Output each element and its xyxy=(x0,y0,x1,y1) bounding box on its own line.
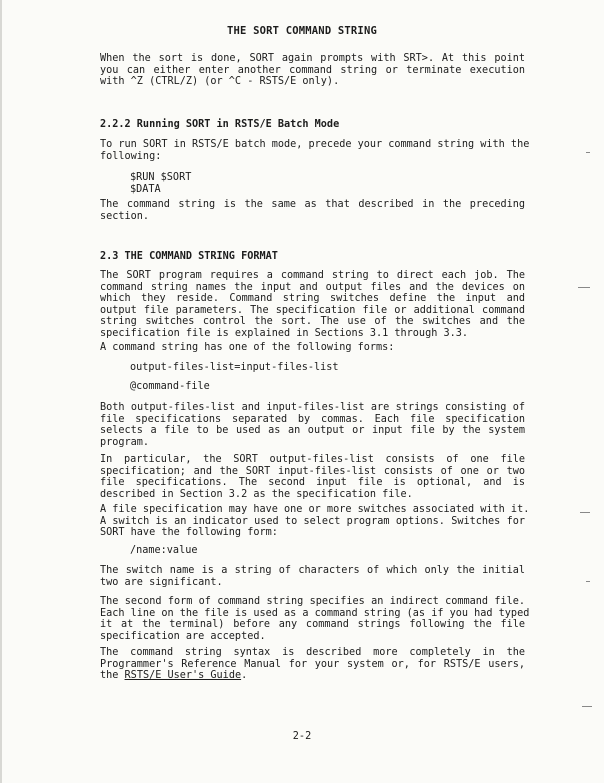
paragraph-same-string xyxy=(100,199,525,222)
text-fragment: the xyxy=(100,670,125,682)
paragraph-switch-name xyxy=(100,565,525,588)
text-line: it at the terminal) before any command strings following the file xyxy=(100,619,525,631)
text-line: Each line on the file is used as a command string (as if you had typed xyxy=(100,607,530,619)
text-line: two are significant. xyxy=(100,576,223,588)
text-line: section. xyxy=(100,210,150,222)
text-line: following: xyxy=(100,150,162,162)
text-line: To run SORT in RSTS/E batch mode, precede your command string with the xyxy=(100,139,530,150)
scan-mark xyxy=(578,287,590,288)
command-form-2: @command-file xyxy=(130,381,210,392)
text-line: SORT have the following form: xyxy=(100,527,278,539)
text-line: program. xyxy=(100,436,150,448)
paragraph-syntax xyxy=(100,647,525,682)
text-line: Programmer's Reference Manual for your system or, for RSTS/E users, xyxy=(100,658,525,670)
command-form-1: output-files-list=input-files-list xyxy=(130,362,339,373)
text-line: A file specification may have one or more switches associated with it. xyxy=(100,504,530,515)
text-line: Both output-files-list and input-files-list are strings consisting of xyxy=(100,402,525,413)
text-line: described in Section 3.2 as the specification file. xyxy=(100,488,413,500)
page-number: 2-2 xyxy=(292,731,312,742)
paragraph-sort-program xyxy=(100,270,525,340)
text-line: The second form of command string specifies an indirect command file. xyxy=(100,596,525,607)
text-line: specification are accepted. xyxy=(100,630,266,642)
scan-mark xyxy=(580,512,590,513)
text-line: The switch name is a string of characters of which only the initial xyxy=(100,565,525,576)
text-line: The command string syntax is described more completely in the xyxy=(100,647,525,658)
text-line: The command string is the same as that described in the preceding xyxy=(100,199,525,210)
scan-mark xyxy=(586,581,590,582)
text-line: specification file is explained in Sections 3.1 through 3.3. xyxy=(100,327,469,339)
text-line: output file parameters. The specification file or additional command xyxy=(100,304,525,316)
text-line: specification; and the SORT input-files-list consists of one or two xyxy=(100,465,525,477)
paragraph-indirect-file xyxy=(100,596,530,642)
scan-mark xyxy=(586,152,590,153)
page-title: THE SORT COMMAND STRING xyxy=(227,25,377,37)
text-line: In particular, the SORT output-files-list consists of one file xyxy=(100,454,525,465)
paragraph-sort-done xyxy=(100,53,525,88)
section-heading-2-2-2: 2.2.2 Running SORT in RSTS/E Batch Mode xyxy=(100,119,340,130)
scan-mark xyxy=(582,706,592,707)
text-line: When the sort is done, SORT again prompts with SRT>. At this point xyxy=(100,53,525,64)
scan-edge xyxy=(0,0,2,783)
paragraph-lists xyxy=(100,402,525,448)
text-line: which they reside. Command string switches define the input and xyxy=(100,293,525,305)
text-line xyxy=(100,670,525,682)
text-line: The SORT program requires a command string to direct each job. The xyxy=(100,270,525,281)
code-line: $DATA xyxy=(130,183,161,195)
text-line: file specifications. The second input file is optional, and is xyxy=(100,477,525,489)
text-line: string switches control the sort. The use of the switches and the xyxy=(100,316,525,328)
paragraph-in-particular xyxy=(100,454,525,500)
code-line: $RUN $SORT xyxy=(130,172,192,183)
text-line: file specifications separated by commas. Each file specification xyxy=(100,413,525,425)
text-line: with ^Z (CTRL/Z) (or ^C - RSTS/E only). xyxy=(100,76,340,88)
paragraph-switches xyxy=(100,504,530,539)
text-line: command string names the input and output files and the devices on xyxy=(100,281,525,293)
users-guide-reference: RSTS/E User's Guide xyxy=(124,670,242,682)
switch-form: /name:value xyxy=(130,545,198,556)
text-line: you can either enter another command string or terminate execution xyxy=(100,64,525,76)
text-line: selects a file to be used as an output or input file by the system xyxy=(100,425,525,437)
text-fragment: . xyxy=(241,670,248,682)
text-line: A command string has one of the following forms: xyxy=(100,342,395,353)
paragraph-forms-intro xyxy=(100,342,525,354)
paragraph-batch-mode xyxy=(100,139,530,162)
code-block-batch xyxy=(130,172,191,195)
section-heading-2-3: 2.3 THE COMMAND STRING FORMAT xyxy=(100,251,278,262)
text-line: A switch is an indicator used to select program options. Switches for xyxy=(100,515,525,527)
